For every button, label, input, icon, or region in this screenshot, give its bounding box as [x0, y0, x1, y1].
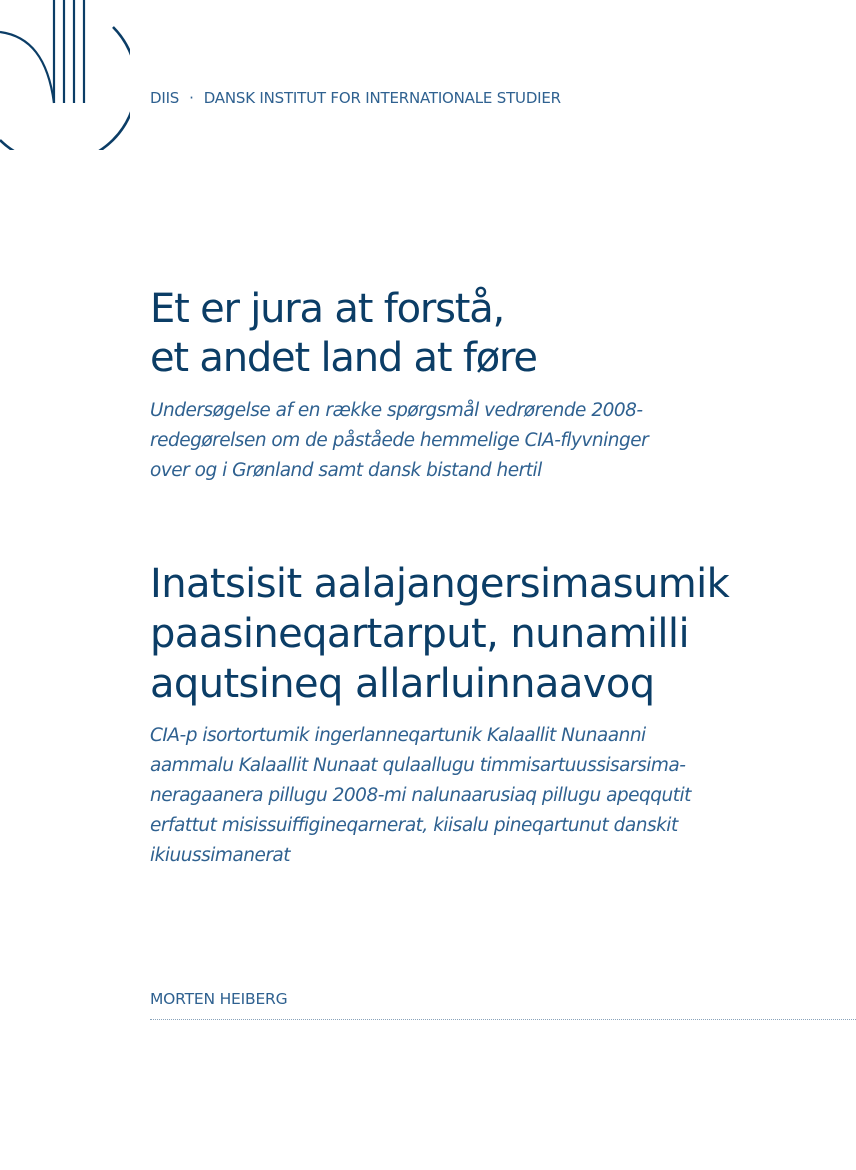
danish-title-line: et andet land at føre — [150, 335, 537, 381]
institute-name: DANSK INSTITUT FOR INTERNATIONALE STUDIER — [203, 89, 561, 107]
institute-acronym: DIIS — [150, 89, 180, 107]
greenlandic-subtitle-line: ikiuussimanerat — [150, 845, 291, 866]
danish-subtitle-line: redegørelsen om de påståede hemmelige CIA-flyvninger — [150, 430, 649, 451]
danish-title — [150, 285, 840, 383]
greenlandic-subtitle-line: erfattut misissuiffigineqarnerat, kiisalu pineqartunut danskit — [150, 815, 678, 836]
author-name: MORTEN HEIBERG — [150, 990, 288, 1008]
greenlandic-subtitle-line: CIA-p isortortumik ingerlanneqartunik Kalaallit Nunaanni — [150, 725, 646, 746]
author-divider — [150, 1019, 856, 1020]
greenlandic-title — [150, 559, 840, 709]
greenlandic-title-line: aqutsineq allarluinnaavoq — [150, 661, 655, 707]
greenlandic-title-line: Inatsisit aalajangersimasumik — [150, 561, 730, 607]
greenlandic-subtitle-line: aammalu Kalaallit Nunaat qulaallugu timmisartuussisarsima- — [150, 755, 686, 776]
danish-subtitle-line: over og i Grønland samt dansk bistand hertil — [150, 460, 542, 481]
institute-header — [150, 89, 561, 107]
danish-title-line: Et er jura at forstå, — [150, 286, 505, 332]
danish-subtitle-line: Undersøgelse af en række spørgsmål vedrørende 2008- — [150, 400, 643, 421]
danish-subtitle — [150, 396, 840, 486]
diis-logo-icon — [0, 0, 130, 150]
header-separator: · — [189, 89, 194, 107]
greenlandic-subtitle — [150, 721, 840, 871]
greenlandic-title-line: paasineqartarput, nunamilli — [150, 611, 689, 657]
greenlandic-subtitle-line: neragaanera pillugu 2008-mi nalunaarusiaq pillugu apeqqutit — [150, 785, 691, 806]
